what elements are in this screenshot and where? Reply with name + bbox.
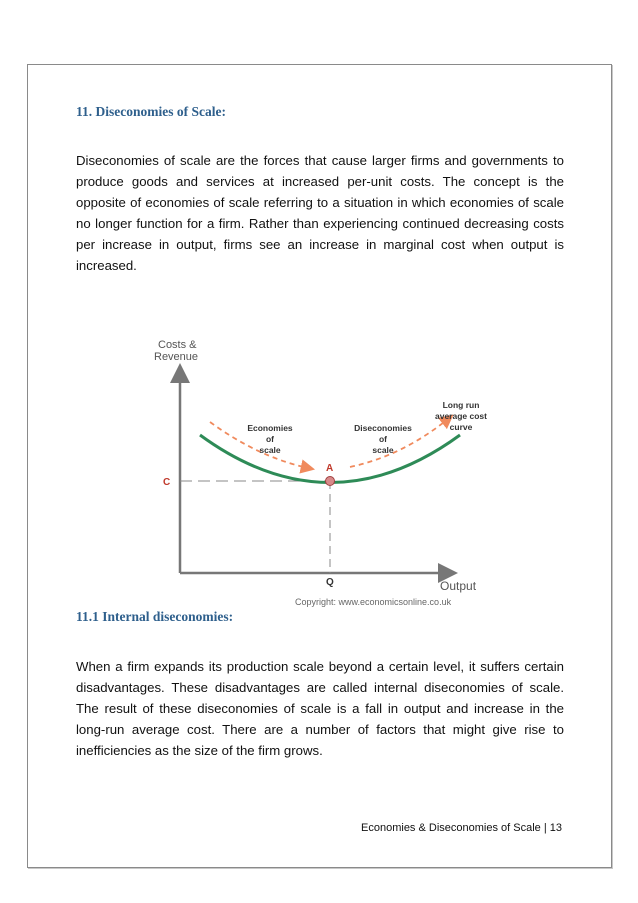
economies-label-line1: Economies (247, 423, 293, 433)
minimum-point-marker (326, 477, 335, 486)
copyright-note: Copyright: www.economicsonline.co.uk (295, 597, 452, 607)
lrac-label-line1: Long run (442, 400, 480, 410)
lrac-label-line3: curve (449, 422, 473, 432)
x-axis-label: Output (440, 579, 477, 593)
footer-title: Economies & Diseconomies of Scale (361, 822, 541, 834)
diseconomies-label-line3: scale (372, 445, 394, 455)
economies-label-line3: scale (259, 445, 281, 455)
lrac-curve (200, 435, 460, 483)
economies-label-line2: of (265, 434, 275, 444)
y-axis-label: Costs & (158, 339, 197, 351)
q-label: Q (326, 577, 334, 588)
subsection-paragraph: When a firm expands its production scale beyond a certain level, it suffers certain disadvantages. These disadvantages are called internal diseconomies of scale. The result of these diseconomies of scale is a fall in output and increase in the long-run average cost. There are a number of factors that might give rise to inefficiencies as the size of the firm grows. (76, 659, 564, 758)
diseconomies-label-line1: Diseconomies (354, 423, 412, 433)
y-axis-label-line2: Revenue (154, 351, 199, 363)
footer-separator: | (543, 822, 547, 834)
diseconomies-label-line2: of (378, 434, 388, 444)
point-a-label: A (326, 463, 334, 474)
section-heading: 11. Diseconomies of Scale: (76, 104, 226, 119)
page-footer (361, 822, 562, 834)
lrac-label-line2: average cost (435, 411, 487, 421)
intro-paragraph: Diseconomies of scale are the forces that cause larger firms and governments to produce goods and services at increased per-unit costs. The concept is the opposite of economies of scale referring to a situation in which economies of scale no longer function for a firm. Rather than experiencing continued decreasing costs per increase in output, firms see an increase in marginal cost when output is increased. (76, 153, 564, 273)
c-label: C (163, 477, 171, 488)
cost-curve-figure (150, 325, 495, 610)
page-number: 13 (549, 822, 562, 834)
subsection-heading: 11.1 Internal diseconomies: (76, 609, 234, 624)
